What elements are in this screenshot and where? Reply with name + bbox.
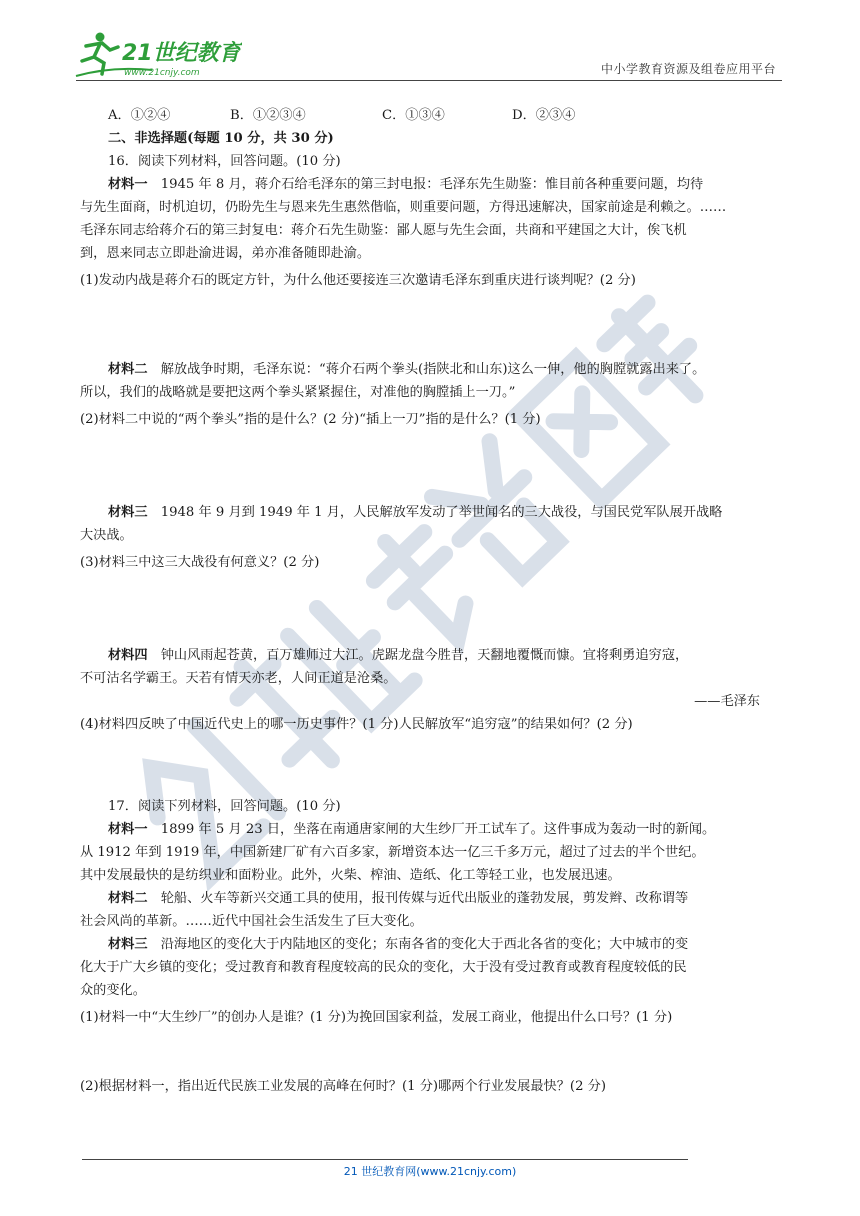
q17-material3-line3: 众的变化。 bbox=[80, 983, 146, 998]
poem-signature: ——毛泽东 bbox=[694, 694, 760, 709]
q16-material3-line2: 大决战。 bbox=[80, 528, 133, 543]
q16-material4-line1: 材料四 钟山风雨起苍黄，百万雄师过大江。虎踞龙盘今胜昔，天翻地覆慨而慷。宜将剩勇追穷寇， bbox=[108, 648, 689, 663]
page-header bbox=[0, 0, 860, 90]
q17-material3-label: 材料三 bbox=[108, 937, 148, 952]
platform-name: 中小学教育资源及组卷应用平台 bbox=[600, 62, 776, 76]
option-a: A．①②④ bbox=[108, 108, 171, 123]
q16-material1-line3: 毛泽东同志给蒋介石的第三封复电：蒋介石先生勋鉴：鄙人愿与先生会面，共商和平建国之大计，俟飞机 bbox=[80, 223, 687, 238]
q16-question2: (2)材料二中说的“两个拳头”指的是什么？(2 分)“插上一刀”指的是什么？(1 分) bbox=[80, 412, 541, 427]
logo-url: www.21cnjy.com bbox=[124, 68, 200, 78]
q17-stem: 17．阅读下列材料，回答问题。(10 分) bbox=[108, 799, 341, 814]
q17-material1-label: 材料一 bbox=[108, 822, 148, 837]
q16-question1: (1)发动内战是蒋介石的既定方针，为什么他还要接连三次邀请毛泽东到重庆进行谈判呢？(2 分) bbox=[80, 273, 636, 288]
q16-material3-label: 材料三 bbox=[108, 505, 148, 520]
answer-options bbox=[108, 104, 784, 127]
q16-material1-line2: 与先生面商，时机迫切，仍盼先生与恩来先生惠然偕临，则重要问题，方得迅速解决，国家前途是利赖之。…… bbox=[80, 200, 727, 215]
option-b: B．①②③④ bbox=[230, 108, 306, 123]
q17-material2-line2: 社会风尚的革新。……近代中国社会生活发生了巨大变化。 bbox=[80, 914, 423, 929]
q17-material3-line1: 材料三 沿海地区的变化大于内陆地区的变化；东南各省的变化大于西北各省的变化；大中城市的变 bbox=[108, 937, 689, 952]
q17-question2: (2)根据材料一，指出近代民族工业发展的高峰在何时？(1 分)哪两个行业发展最快？(2 分) bbox=[80, 1079, 606, 1094]
section-heading: 二、非选择题(每题 10 分，共 30 分) bbox=[108, 131, 334, 146]
q17-question1: (1)材料一中“大生纱厂”的创办人是谁？(1 分)为挽回国家利益，发展工商业，他提出什么口号？(1 分) bbox=[80, 1010, 673, 1025]
q17-material1-line1: 材料一 1899 年 5 月 23 日，坐落在南通唐家闸的大生纱厂开工试车了。这件事成为轰动一时的新闻。 bbox=[108, 822, 716, 837]
q16-stem: 16．阅读下列材料，回答问题。(10 分) bbox=[108, 154, 341, 169]
q16-material2-label: 材料二 bbox=[108, 362, 148, 377]
runner-logo-icon bbox=[72, 30, 242, 80]
q16-question3: (3)材料三中这三大战役有何意义？(2 分) bbox=[80, 555, 320, 570]
q16-material4-line2: 不可沽名学霸王。天若有情天亦老，人间正道是沧桑。 bbox=[80, 671, 397, 686]
footer-link[interactable]: 21 世纪教育网(www.21cnjy.com) bbox=[343, 1165, 517, 1178]
q17-material2-line1: 材料二 轮船、火车等新兴交通工具的使用，报刊传媒与近代出版业的蓬勃发展，剪发辫、改称谓等 bbox=[108, 891, 689, 906]
q16-material2-line2: 所以，我们的战略就是要把这两个拳头紧紧握住，对准他的胸膛插上一刀。” bbox=[80, 385, 516, 400]
q16-material4-label: 材料四 bbox=[108, 648, 148, 663]
q16-material1-line1: 材料一 1945 年 8 月，蒋介石给毛泽东的第三封电报：毛泽东先生勋鉴：惟目前各种重要问题，均待 bbox=[108, 177, 704, 192]
option-d: D．②③④ bbox=[512, 108, 576, 123]
q17-material3-line2: 化大于广大乡镇的变化；受过教育和教育程度较高的民众的变化，大于没有受过教育或教育程度较低的民 bbox=[80, 960, 687, 975]
option-c: C．①③④ bbox=[382, 108, 445, 123]
site-logo[interactable] bbox=[72, 30, 242, 80]
logo-text: 21世纪教育 bbox=[122, 41, 241, 66]
q17-material1-line2: 从 1912 年到 1919 年，中国新建厂矿有六百多家，新增资本达一亿三千多万元，超过了过去的半个世纪。 bbox=[80, 845, 705, 860]
q16-question4: (4)材料四反映了中国近代史上的哪一历史事件？(1 分)人民解放军“追穷寇”的结果如何？(2 分) bbox=[80, 717, 633, 732]
footer-divider bbox=[82, 1159, 688, 1160]
exam-content bbox=[80, 104, 784, 1098]
q16-material2-line1: 材料二 解放战争时期，毛泽东说：“蒋介石两个拳头(指陕北和山东)这么一伸，他的胸膛就露出来了。 bbox=[108, 362, 706, 377]
q17-material1-line3: 其中发展最快的是纺织业和面粉业。此外，火柴、榨油、造纸、化工等轻工业，也发展迅速。 bbox=[80, 868, 621, 883]
q16-material3-line1: 材料三 1948 年 9 月到 1949 年 1 月，人民解放军发动了举世闻名的三大战役，与国民党军队展开战略 bbox=[108, 505, 723, 520]
header-divider bbox=[76, 80, 782, 81]
q17-material2-label: 材料二 bbox=[108, 891, 148, 906]
q16-material1-label: 材料一 bbox=[108, 177, 148, 192]
q16-material1-line4: 到，恩来同志立即赴渝进谒，弟亦准备随即赴渝。 bbox=[80, 246, 371, 261]
